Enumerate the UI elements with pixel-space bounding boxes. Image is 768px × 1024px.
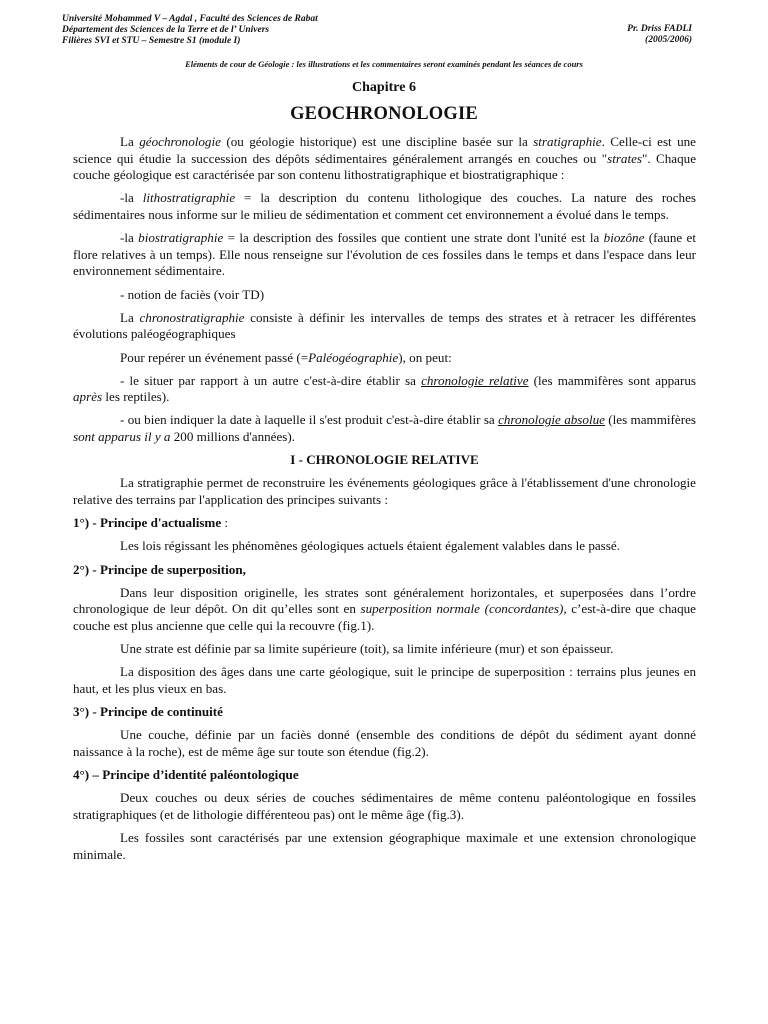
term-superposition-normale: superposition normale (concordantes), xyxy=(360,601,567,617)
term-biozone: biozône xyxy=(603,230,645,246)
header-line-department: Département des Sciences de la Terre et de l’ Univers xyxy=(62,25,270,35)
paragraph-carte-geologique: La disposition des âges dans une carte géologique, suit le principe de superposition : terrains plus jeunes en haut, et les plus vieux en bas. xyxy=(73,664,696,696)
heading-continuite: 3°) - Principe de continuité xyxy=(73,704,223,720)
header-author: Pr. Driss FADLI xyxy=(627,24,692,34)
header-line-program: Filières SVI et STU – Semestre S1 (module I) xyxy=(62,36,241,46)
paragraph-lithostratigraphie xyxy=(73,190,696,223)
text: les reptiles). xyxy=(102,389,170,405)
header-year: (2005/2006) xyxy=(645,35,692,45)
text: (faune et flore relatives à un temps). Elle nous renseigne sur l'évolution de ces fossiles dans le temps et dans l'espace dans leur environnement sédimentaire. xyxy=(73,230,696,279)
text: consiste à définir les intervalles de temps des strates et à retracer les différentes évolutions paléogéographiques xyxy=(73,309,696,342)
section-heading-chronologie-relative: I - CHRONOLOGIE RELATIVE xyxy=(290,452,479,468)
text: . Celle-ci est une science qui étudie la succession des dépôts sédimentaires généralement arrangés en couches ou " xyxy=(73,134,696,166)
term-chronostratigraphie: chronostratigraphie xyxy=(139,309,245,325)
paragraph-identite: Deux couches ou deux séries de couches sédimentaires de même contenu paléontologique en fossiles stratigraphiques (et de lithologie différenteou pas) ont le même âge (fig.3). xyxy=(73,790,696,822)
heading-identite-paleontologique: 4°) – Principe d’identité paléontologique xyxy=(73,767,299,783)
text: Dans leur disposition originelle, les strates sont généralement horizontales, et superposées dans l’ordre chronologique de leur dépôt. On dit qu’elles sont en xyxy=(73,584,696,617)
term-lithostratigraphie: lithostratigraphie xyxy=(142,190,236,206)
text: (ou géologie historique) est une discipline basée sur la xyxy=(220,134,534,149)
paragraph-paleogeographie xyxy=(73,350,696,367)
term-chronologie-relative: chronologie relative xyxy=(421,372,529,388)
term-apres: après xyxy=(73,389,103,405)
text: = la description du contenu lithologique des couches. La nature des roches sédimentaires nous informe sur le milieu de sédimentation et comment cet environnement a évolué dans le temps. xyxy=(73,190,696,222)
text: = la description des fossiles que contient une strate dont l'unité est la xyxy=(223,230,604,246)
text: - ou bien indiquer la date à laquelle il s'est produit c'est-à-dire établir sa xyxy=(120,412,499,428)
paragraph-actualisme: Les lois régissant les phénomènes géologiques actuels étaient également valables dans le passé. xyxy=(120,538,620,554)
paragraph-facies: - notion de faciès (voir TD) xyxy=(120,286,265,302)
term-chronologie-absolue: chronologie absolue xyxy=(498,412,605,428)
text: : xyxy=(221,515,229,531)
term-paleogeographie: Paléogéographie xyxy=(308,349,399,365)
paragraph-strate-definition: Une strate est définie par sa limite supérieure (toit), sa limite inférieure (mur) et son épaisseur. xyxy=(120,641,614,657)
text: ), on peut: xyxy=(398,349,452,365)
heading-actualisme xyxy=(73,515,696,532)
text: La xyxy=(120,134,140,149)
text: (les mammifères xyxy=(604,412,696,428)
text: c’est-à-dire que chaque couche est plus ancienne que celle qui la recouvre (fig.1). xyxy=(73,601,696,633)
term-sont-apparus: sont apparus il y a xyxy=(73,429,171,445)
paragraph-biostratigraphie xyxy=(73,230,696,280)
header-author-block xyxy=(627,24,692,46)
chapter-label: Chapitre 6 xyxy=(352,80,416,95)
text: (les mammifères sont apparus xyxy=(528,372,696,388)
text: La xyxy=(120,309,140,325)
text: -la xyxy=(120,230,139,246)
term-geochronologie: géochronologie xyxy=(139,134,221,149)
paragraph-chronostratigraphie xyxy=(73,310,696,343)
page-title: GEOCHRONOLOGIE xyxy=(290,104,478,124)
document-body xyxy=(73,134,696,870)
text: ". Chaque couche géologique est caractérisée par son contenu lithostratigraphique et biostratigraphique : xyxy=(73,150,697,183)
paragraph-continuite: Une couche, définie par un faciès donné (ensemble des conditions de dépôt du sédiment ayant donné naissance à la roche), est de même âge sur toute son étendue (fig.2). xyxy=(73,727,696,759)
header-institution xyxy=(62,14,542,47)
header-line-university: Université Mohammed V – Agdal , Faculté des Sciences de Rabat xyxy=(62,14,318,24)
term-stratigraphie: stratigraphie xyxy=(533,134,602,149)
paragraph-superposition xyxy=(73,585,696,635)
paragraph-relative xyxy=(73,373,696,406)
paragraph-stratigraphie: La stratigraphie permet de reconstruire les événements géologiques grâce à l'établissement d'une chronologie relative des terrains par l'application des principes suivants : xyxy=(73,475,696,508)
paragraph-fossiles: Les fossiles sont caractérisés par une extension géographique maximale et une extension chronologique minimale. xyxy=(73,830,696,862)
paragraph-absolue xyxy=(73,412,696,445)
heading-superposition: 2°) - Principe de superposition, xyxy=(73,561,246,577)
course-subtitle: Eléments de cour de Géologie : les illustrations et les commentaires seront examinés pendant les séances de cours xyxy=(185,59,583,69)
term-strates: strates xyxy=(607,150,643,166)
heading-text: 1°) - Principe d'actualisme xyxy=(73,515,222,531)
text: -la xyxy=(120,190,143,206)
paragraph-intro xyxy=(73,134,696,184)
text: 200 millions d'années). xyxy=(170,429,296,445)
text: - le situer par rapport à un autre c'est-à-dire établir sa xyxy=(120,372,422,388)
term-biostratigraphie: biostratigraphie xyxy=(138,230,224,246)
text: Pour repérer un événement passé (= xyxy=(120,349,309,365)
